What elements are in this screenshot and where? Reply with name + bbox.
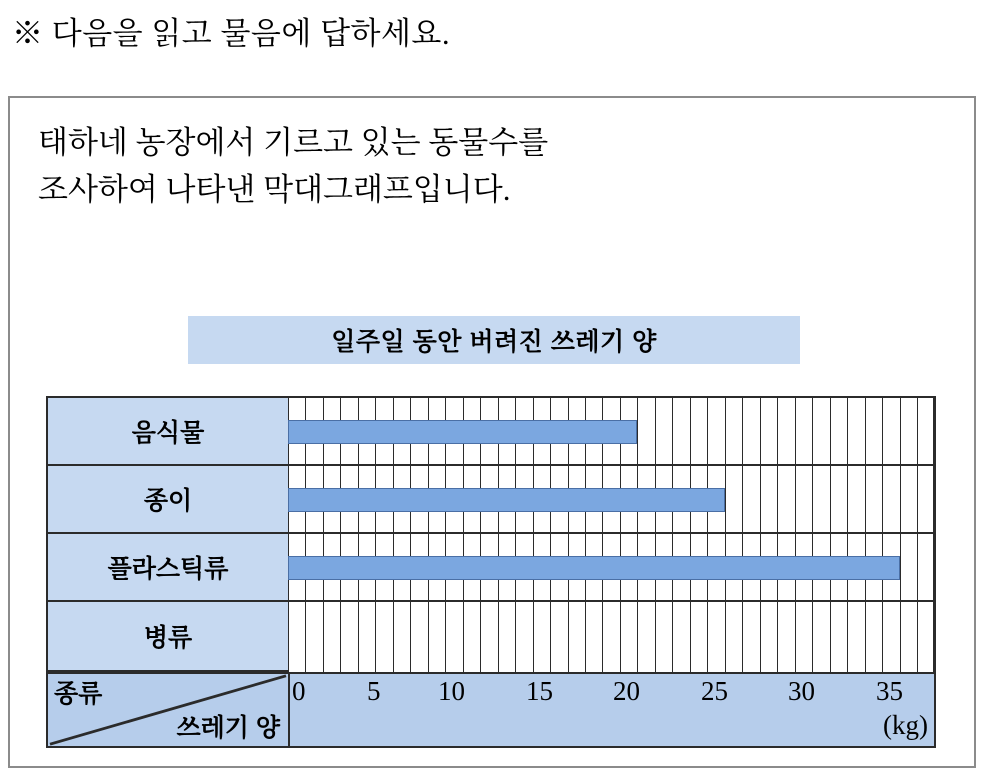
category-label-2: 플라스틱류 bbox=[48, 534, 288, 602]
tick-label-4: 20 bbox=[613, 676, 640, 706]
axis-corner bbox=[48, 674, 288, 746]
stem-line-2: 조사하여 나타낸 막대그래프입니다. bbox=[38, 171, 511, 207]
bar-chart bbox=[46, 396, 936, 748]
axis-category-title: 종류 bbox=[54, 680, 103, 708]
bar-2 bbox=[288, 556, 900, 580]
axis-strip bbox=[48, 672, 934, 746]
bar-0 bbox=[288, 420, 637, 444]
tick-label-2: 10 bbox=[438, 676, 465, 706]
axis-unit-label: (kg) bbox=[883, 710, 928, 740]
plot-area bbox=[288, 398, 934, 672]
category-label-3: 병류 bbox=[48, 602, 288, 672]
category-label-1: 종이 bbox=[48, 466, 288, 534]
problem-box bbox=[8, 96, 976, 768]
stem-text bbox=[38, 120, 918, 213]
tick-label-5: 25 bbox=[701, 676, 728, 706]
tick-label-6: 30 bbox=[788, 676, 815, 706]
instruction-text: ※ 다음을 읽고 물음에 답하세요. bbox=[12, 16, 451, 51]
tick-label-1: 5 bbox=[367, 676, 381, 706]
chart-title: 일주일 동안 버려진 쓰레기 양 bbox=[188, 316, 800, 364]
axis-tick-area bbox=[288, 674, 934, 746]
tick-label-7: 35 bbox=[876, 676, 903, 706]
stem-line-1: 태하네 농장에서 기르고 있는 동물수를 bbox=[38, 125, 549, 160]
tick-label-0: 0 bbox=[292, 676, 306, 706]
tick-label-3: 15 bbox=[526, 676, 553, 706]
bar-1 bbox=[288, 488, 725, 512]
category-label-0: 음식물 bbox=[48, 398, 288, 466]
axis-value-title: 쓰레기 양 bbox=[176, 714, 280, 742]
